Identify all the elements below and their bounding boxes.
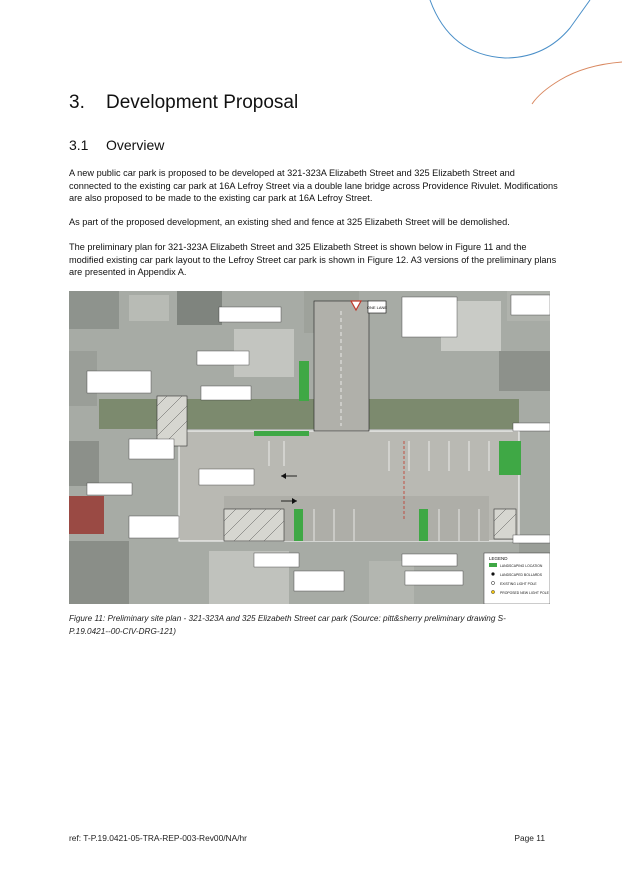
paragraph-demolition: As part of the proposed development, an existing shed and fence at 325 Elizabeth Street will be demolished. <box>69 217 510 227</box>
subsection-heading <box>69 137 164 153</box>
legend-item: LANDSCAPING LOCATION <box>500 564 543 568</box>
section-number: 3. <box>69 92 85 113</box>
paragraph-preliminary-plans: The preliminary plan for 321-323A Elizabeth Street and 325 Elizabeth Street is shown below in Figure 11 and the modified existing car park layout to the Lefroy Street car park is shown in Figure 12. A3 versions of the preliminary plans are presented in Appendix A. <box>69 242 557 278</box>
footer-reference: ref: T-P.19.0421-05-TRA-REP-003-Rev00/NA/hr <box>69 833 247 843</box>
subsection-title: Overview <box>106 137 165 153</box>
page-number: Page 11 <box>514 833 545 843</box>
section-heading <box>69 92 298 114</box>
legend-item: EXISTING LIGHT POLE <box>500 582 537 586</box>
legend-item: PROPOSED NEW LIGHT POLE <box>500 591 549 595</box>
legend-item: LANDSCAPED BOLLARDS <box>500 573 543 577</box>
paragraph-car-park-proposal: A new public car park is proposed to be developed at 321-323A Elizabeth Street and 325 Elizabeth Street and connected to the existing car park at 16A Lefroy Street via a double lane bridge across Providence Rivulet. Modifications are also proposed to be made to the existing car park at 16A Lefroy Street. <box>69 168 558 204</box>
section-title: Development Proposal <box>106 92 299 113</box>
figure-caption: Figure 11: Preliminary site plan - 321-323A and 325 Elizabeth Street car park (Source: pitt&sherry preliminary drawing S-P.19.0421--00-CIV-DRG-121) <box>69 614 506 636</box>
site-plan-figure <box>69 291 550 604</box>
legend-title: LEGEND <box>489 556 508 561</box>
svg-text:ONE LANE: ONE LANE <box>366 305 388 310</box>
subsection-number: 3.1 <box>69 137 89 153</box>
